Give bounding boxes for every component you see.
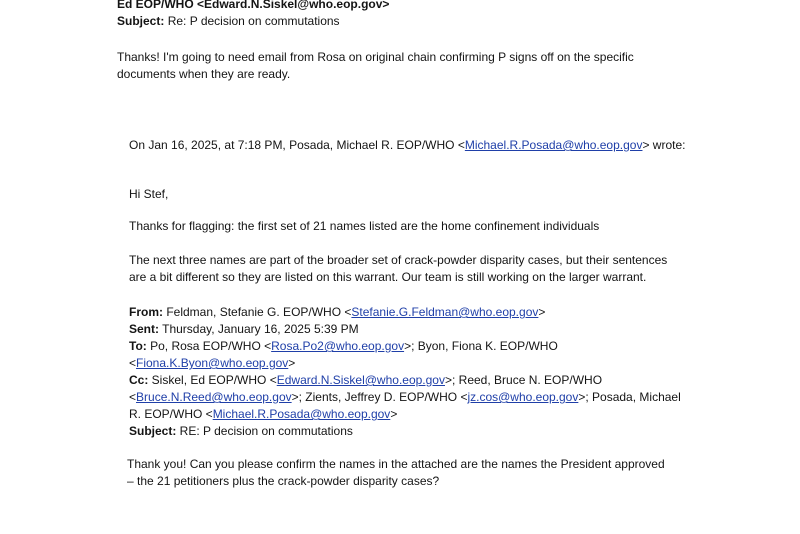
reed-email-link[interactable]: Bruce.N.Reed@who.eop.gov <box>136 390 292 404</box>
feldman-email-link[interactable]: Stefanie.G.Feldman@who.eop.gov <box>351 305 539 319</box>
forwarded-subject-line: Subject: RE: P decision on commutations <box>129 424 353 438</box>
top-body-line-1: Thanks! I'm going to need email from Rosa on original chain confirming P signs off on the specific <box>117 50 634 64</box>
forwarded-cc-line-3: R. EOP/WHO <Michael.R.Posada@who.eop.gov> <box>129 407 398 421</box>
siskel-email-link[interactable]: Edward.N.Siskel@who.eop.gov <box>276 373 445 387</box>
posada-cc-email-link[interactable]: Michael.R.Posada@who.eop.gov <box>212 407 391 421</box>
greeting: Hi Stef, <box>129 187 169 201</box>
forwarded-to-line-2: <Fiona.K.Byon@who.eop.gov> <box>129 356 296 370</box>
top-subject-line: Subject: Re: P decision on commutations <box>117 14 340 28</box>
po-email-link[interactable]: Rosa.Po2@who.eop.gov <box>271 339 405 353</box>
top-body-line-2: documents when they are ready. <box>117 67 291 81</box>
posada-email-link[interactable]: Michael.R.Posada@who.eop.gov <box>464 138 643 152</box>
quoted-paragraph-2-line-2: are a bit different so they are listed on this warrant. Our team is still working on the larger warrant. <box>129 270 647 284</box>
quoted-paragraph-2-line-1: The next three names are part of the broader set of crack-powder disparity cases, but their sentences <box>129 253 668 267</box>
forwarded-from-line: From: Feldman, Stefanie G. EOP/WHO <Stefanie.G.Feldman@who.eop.gov> <box>129 305 546 319</box>
top-from-line: Ed EOP/WHO <Edward.N.Siskel@who.eop.gov> <box>117 0 390 11</box>
quoted-paragraph-1: Thanks for flagging: the first set of 21 names listed are the home confinement individuals <box>129 219 600 233</box>
forwarded-cc-line-1: Cc: Siskel, Ed EOP/WHO <Edward.N.Siskel@who.eop.gov>; Reed, Bruce N. EOP/WHO <box>129 373 603 387</box>
forwarded-body-line-1: Thank you! Can you please confirm the names in the attached are the names the President approved <box>127 457 665 471</box>
zients-email-link[interactable]: jz.cos@who.eop.gov <box>467 390 579 404</box>
byon-email-link[interactable]: Fiona.K.Byon@who.eop.gov <box>136 356 289 370</box>
forwarded-to-line-1: To: Po, Rosa EOP/WHO <Rosa.Po2@who.eop.gov>; Byon, Fiona K. EOP/WHO <box>129 339 558 353</box>
quoted-intro-line: On Jan 16, 2025, at 7:18 PM, Posada, Michael R. EOP/WHO <Michael.R.Posada@who.eop.gov> wrote: <box>129 138 686 152</box>
forwarded-cc-line-2: <Bruce.N.Reed@who.eop.gov>; Zients, Jeffrey D. EOP/WHO <jz.cos@who.eop.gov>; Posada, Michael <box>129 390 681 404</box>
forwarded-sent-line: Sent: Thursday, January 16, 2025 5:39 PM <box>129 322 359 336</box>
forwarded-body-line-2: – the 21 petitioners plus the crack-powder disparity cases? <box>127 474 440 488</box>
